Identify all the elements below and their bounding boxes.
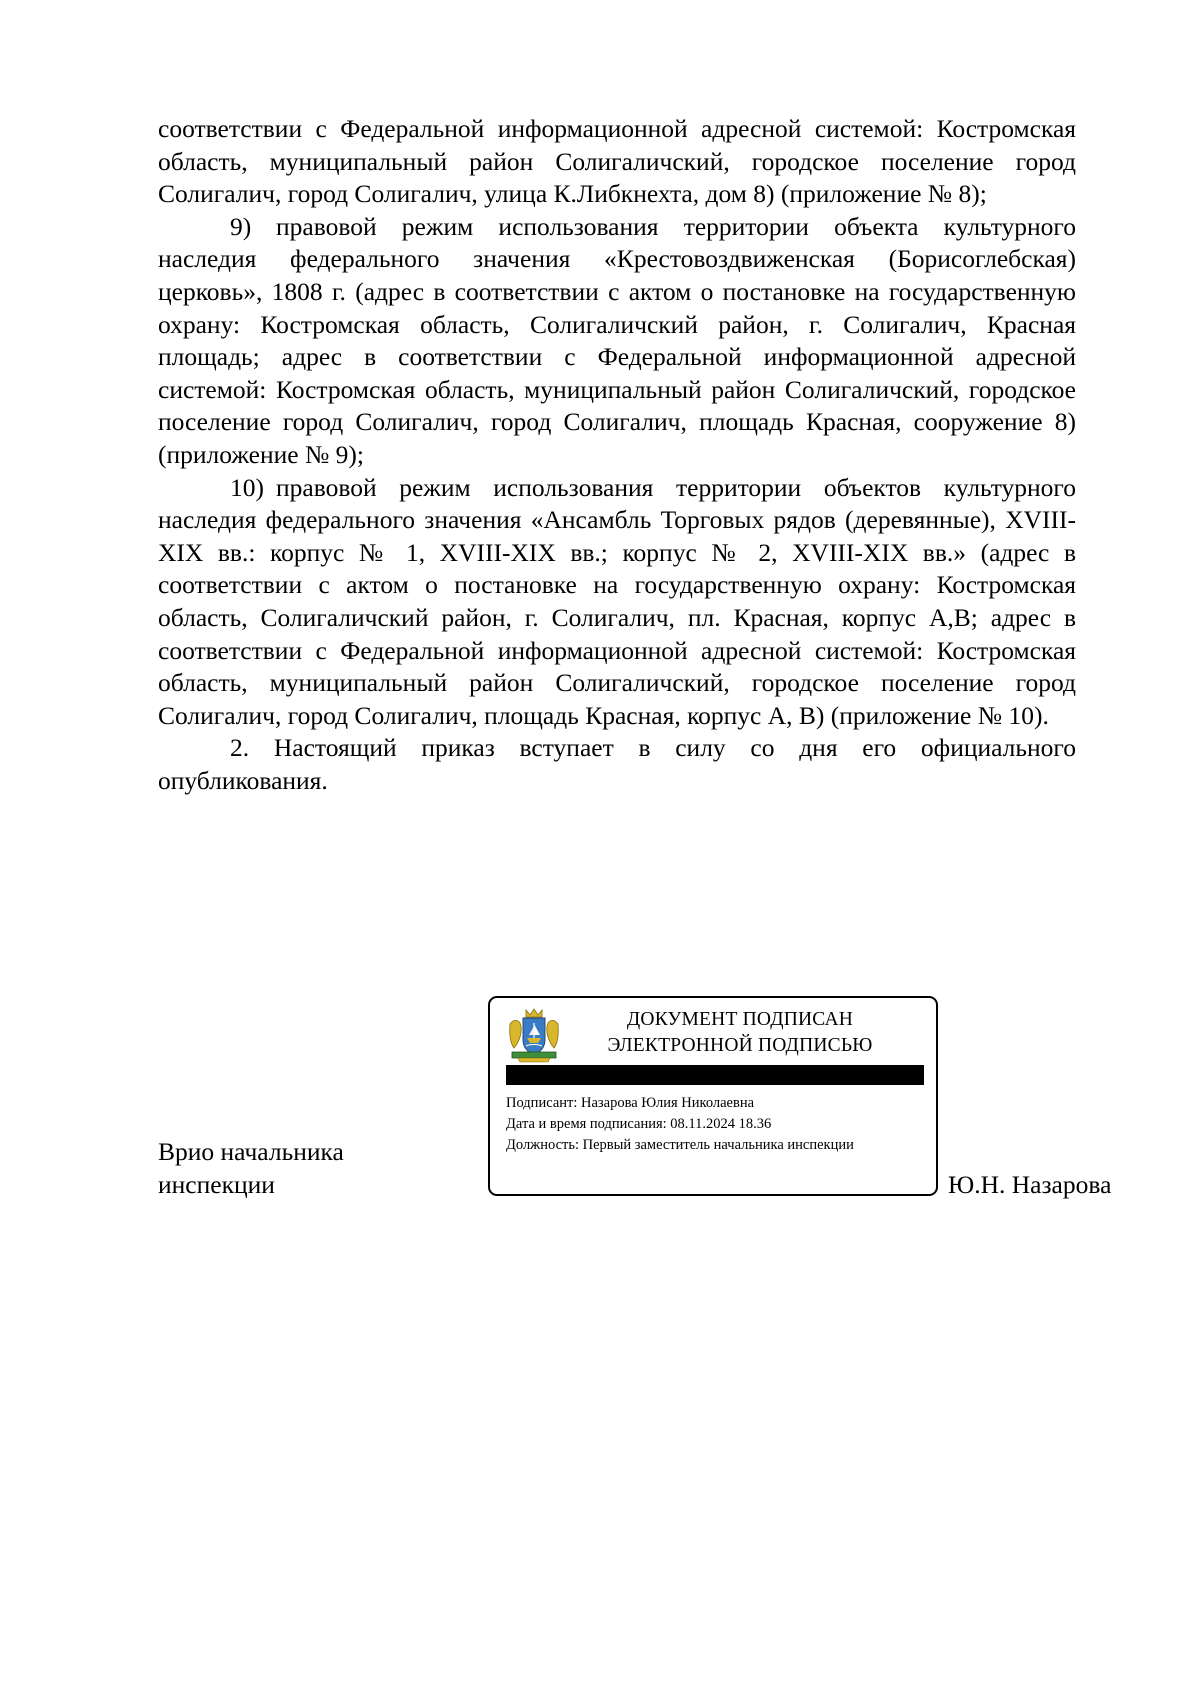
paragraph-item-10 — [158, 472, 1076, 733]
paragraph-item-9 — [158, 211, 1076, 472]
stamp-title-line1: ДОКУМЕНТ ПОДПИСАН — [626, 1009, 854, 1030]
stamp-datetime: Дата и время подписания: 08.11.2024 18.36 — [506, 1116, 772, 1132]
signatory-position-line2: инспекции — [158, 1169, 275, 1199]
stamp-details — [506, 1093, 854, 1156]
item-number: 10) — [230, 472, 264, 502]
paragraph-text: правовой режим использования территории объекта культурного наследия федерального значения «Крестовоздвиженская (Борисоглебская) церковь», 1808 г. (адрес в соответствии с актом о постановке на государственную охрану: Костромская область, Солигаличский район, г. Солигалич, Красная площадь; адрес в соответствии с Федеральной информационной адресной системой: Костромская область, муниципальный район Солигаличский, городское поселение город Солигалич, город Солигалич, площадь Красная, сооружение 8) (приложение № 9); — [158, 211, 1076, 469]
paragraph-clause-2: 2. Настоящий приказ вступает в силу со дня его официального опубликования. — [158, 733, 1076, 795]
stamp-position: Должность: Первый заместитель начальника инспекции — [506, 1137, 854, 1153]
stamp-title-line2: ЭЛЕКТРОННОЙ ПОДПИСЬЮ — [607, 1035, 873, 1056]
paragraph-continuation: соответствии с Федеральной информационной адресной системой: Костромская область, муниципальный район Солигаличский, городское поселение город Солигалич, город Солигалич, улица К.Либкнехта, дом 8) (приложение № 8); — [158, 114, 1076, 209]
document-body — [158, 113, 1076, 797]
signatory-position-line1: Врио начальника — [158, 1137, 344, 1166]
stamp-title — [590, 1007, 890, 1059]
paragraph-text: правовой режим использования территории объектов культурного наследия федерального значения «Ансамбль Торговых рядов (деревянные), XVIII-XIX вв.: корпус № 1, XVIII-XIX вв.; корпус № 2, XVIII-XIX вв.» (адрес в соответствии с актом о постановке на государственную охрану: Костромская область, Солигаличский район, г. Солигалич, пл. Красная, корпус А,В; адрес в соответствии с Федеральной информационной адресной системой: Костромская область, муниципальный район Солигаличский, городское поселение город Солигалич, город Солигалич, площадь Красная, корпус А, В) (приложение № 10). — [158, 472, 1076, 730]
coat-of-arms-icon — [504, 1006, 564, 1064]
signatory-position — [158, 1136, 344, 1201]
electronic-signature-stamp — [488, 996, 938, 1196]
certificate-redaction-bar — [506, 1065, 924, 1085]
stamp-signer: Подписант: Назарова Юлия Николаевна — [506, 1095, 755, 1111]
signatory-name: Ю.Н. Назарова — [948, 1170, 1112, 1199]
item-number: 9) — [230, 211, 252, 241]
